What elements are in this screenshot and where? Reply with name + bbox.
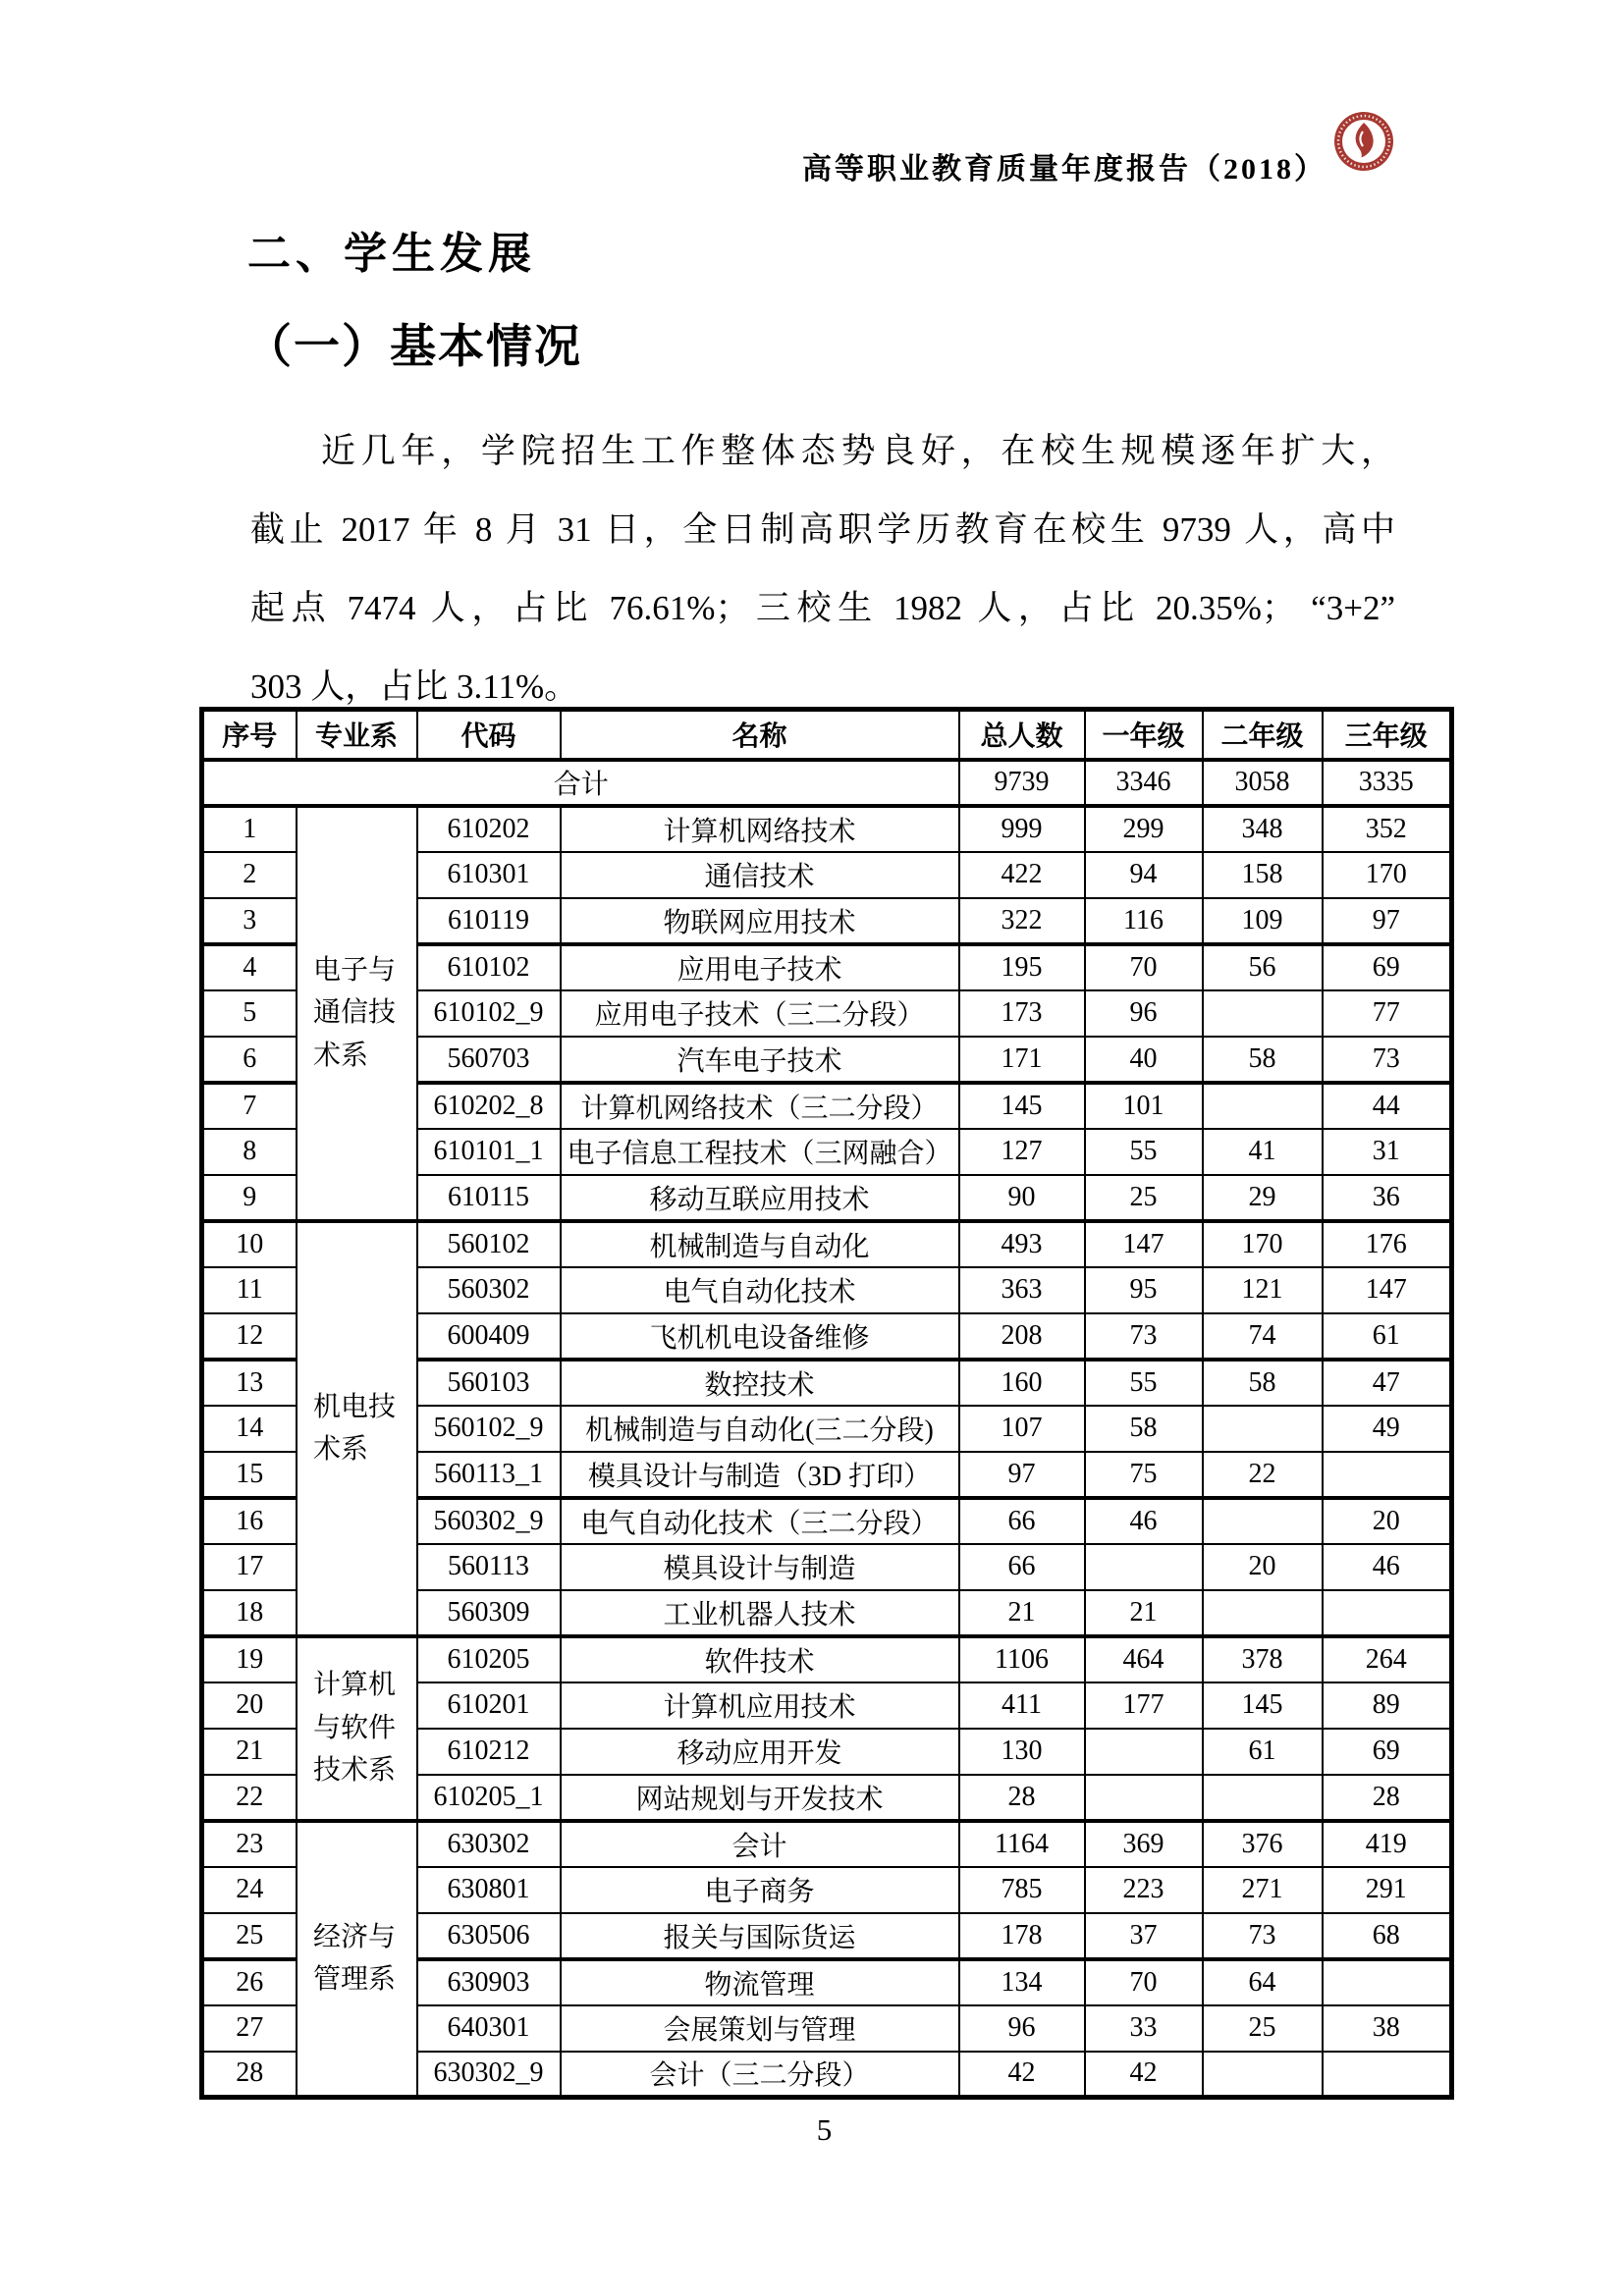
cell-total: 66	[959, 1498, 1085, 1544]
cell-name: 电气自动化技术	[561, 1267, 959, 1313]
cell-code: 630801	[417, 1867, 561, 1913]
cell-no: 22	[202, 1775, 297, 1821]
cell-name: 模具设计与制造（3D 打印）	[561, 1452, 959, 1498]
column-header-no: 序号	[202, 710, 297, 760]
cell-grade2: 170	[1203, 1221, 1323, 1267]
cell-grade1: 94	[1085, 852, 1203, 898]
cell-grade2: 74	[1203, 1313, 1323, 1360]
cell-grade2: 61	[1203, 1729, 1323, 1775]
cell-grade3: 47	[1323, 1360, 1452, 1406]
cell-code: 610101_1	[417, 1129, 561, 1175]
cell-no: 23	[202, 1821, 297, 1867]
cell-total: 1164	[959, 1821, 1085, 1867]
cell-grade1: 101	[1085, 1083, 1203, 1129]
cell-no: 3	[202, 898, 297, 944]
cell-grade2: 56	[1203, 944, 1323, 990]
department-label: 电子与通信技术系	[313, 954, 397, 1071]
cell-department	[297, 1821, 417, 2098]
section-title: 二、学生发展	[247, 230, 536, 278]
cell-grade3: 176	[1323, 1221, 1452, 1267]
cell-grade3	[1323, 1959, 1452, 2005]
cell-grade1: 58	[1085, 1406, 1203, 1452]
cell-department	[297, 1221, 417, 1636]
cell-grade2: 58	[1203, 1037, 1323, 1083]
table-row	[202, 806, 1452, 852]
cell-grade1: 46	[1085, 1498, 1203, 1544]
page-number: 5	[816, 2112, 833, 2147]
cell-no: 12	[202, 1313, 297, 1360]
cell-total: 134	[959, 1959, 1085, 2005]
cell-code: 600409	[417, 1313, 561, 1360]
cell-name: 网站规划与开发技术	[561, 1775, 959, 1821]
cell-grade1: 42	[1085, 2052, 1203, 2098]
cell-total: 127	[959, 1129, 1085, 1175]
cell-name: 电子信息工程技术（三网融合）	[561, 1129, 959, 1175]
cell-name: 通信技术	[561, 852, 959, 898]
cell-no: 9	[202, 1175, 297, 1221]
cell-grade2: 20	[1203, 1544, 1323, 1590]
cell-no: 15	[202, 1452, 297, 1498]
cell-total: 411	[959, 1682, 1085, 1729]
cell-grade3: 68	[1323, 1913, 1452, 1959]
cell-name: 应用电子技术	[561, 944, 959, 990]
cell-no: 26	[202, 1959, 297, 2005]
cell-no: 11	[202, 1267, 297, 1313]
cell-total: 90	[959, 1175, 1085, 1221]
cell-grade1: 70	[1085, 1959, 1203, 2005]
cell-no: 25	[202, 1913, 297, 1959]
cell-code: 610205_1	[417, 1775, 561, 1821]
column-header-name: 名称	[561, 710, 959, 760]
cell-department	[297, 1636, 417, 1821]
cell-name: 数控技术	[561, 1360, 959, 1406]
cell-no: 7	[202, 1083, 297, 1129]
cell-name: 计算机网络技术	[561, 806, 959, 852]
cell-name: 移动互联应用技术	[561, 1175, 959, 1221]
cell-grade3: 291	[1323, 1867, 1452, 1913]
paragraph-line: 截止 2017 年 8 月 31 日，全日制高职学历教育在校生 9739 人，高中	[250, 510, 1395, 549]
cell-total: 363	[959, 1267, 1085, 1313]
cell-no: 21	[202, 1729, 297, 1775]
cell-name: 会展策划与管理	[561, 2005, 959, 2052]
cell-total: 999	[959, 806, 1085, 852]
cell-grade2: 58	[1203, 1360, 1323, 1406]
intro-paragraph	[250, 412, 1395, 726]
cell-total: 107	[959, 1406, 1085, 1452]
cell-grade2	[1203, 1406, 1323, 1452]
cell-grade1: 37	[1085, 1913, 1203, 1959]
cell-total: 130	[959, 1729, 1085, 1775]
cell-name: 计算机应用技术	[561, 1682, 959, 1729]
cell-grade3: 69	[1323, 1729, 1452, 1775]
cell-grade2	[1203, 1498, 1323, 1544]
cell-total: 42	[959, 2052, 1085, 2098]
cell-name: 会计	[561, 1821, 959, 1867]
cell-code: 560302	[417, 1267, 561, 1313]
column-header-grade2: 二年级	[1203, 710, 1323, 760]
total-cell-grade2: 3058	[1203, 760, 1323, 806]
cell-code: 610202_8	[417, 1083, 561, 1129]
cell-grade1: 21	[1085, 1590, 1203, 1636]
cell-total: 66	[959, 1544, 1085, 1590]
cell-grade1: 177	[1085, 1682, 1203, 1729]
cell-no: 14	[202, 1406, 297, 1452]
cell-grade1: 40	[1085, 1037, 1203, 1083]
column-header-code: 代码	[417, 710, 561, 760]
cell-total: 96	[959, 2005, 1085, 2052]
cell-no: 8	[202, 1129, 297, 1175]
table-row	[202, 1636, 1452, 1682]
cell-total: 145	[959, 1083, 1085, 1129]
report-header-title: 高等职业教育质量年度报告（2018）	[802, 153, 1326, 186]
cell-grade1	[1085, 1775, 1203, 1821]
cell-grade2: 109	[1203, 898, 1323, 944]
total-cell-grade3: 3335	[1323, 760, 1452, 806]
cell-total: 97	[959, 1452, 1085, 1498]
cell-grade3: 170	[1323, 852, 1452, 898]
cell-grade1: 55	[1085, 1360, 1203, 1406]
cell-grade1: 73	[1085, 1313, 1203, 1360]
cell-grade3: 28	[1323, 1775, 1452, 1821]
table-header-row	[202, 710, 1452, 760]
school-emblem-icon	[1332, 110, 1395, 173]
total-cell-grade1: 3346	[1085, 760, 1203, 806]
enrollment-table	[199, 707, 1454, 2100]
table-row	[202, 1221, 1452, 1267]
cell-name: 软件技术	[561, 1636, 959, 1682]
cell-name: 机械制造与自动化(三二分段)	[561, 1406, 959, 1452]
cell-grade1: 116	[1085, 898, 1203, 944]
cell-grade3: 36	[1323, 1175, 1452, 1221]
cell-code: 640301	[417, 2005, 561, 2052]
cell-total: 195	[959, 944, 1085, 990]
department-label: 机电技术系	[313, 1391, 397, 1465]
cell-grade1: 70	[1085, 944, 1203, 990]
cell-grade3: 38	[1323, 2005, 1452, 2052]
cell-no: 28	[202, 2052, 297, 2098]
cell-grade1: 55	[1085, 1129, 1203, 1175]
cell-name: 报关与国际货运	[561, 1913, 959, 1959]
cell-grade2: 271	[1203, 1867, 1323, 1913]
cell-grade3: 69	[1323, 944, 1452, 990]
cell-name: 会计（三二分段）	[561, 2052, 959, 2098]
cell-total: 160	[959, 1360, 1085, 1406]
cell-name: 飞机机电设备维修	[561, 1313, 959, 1360]
enrollment-table-body	[202, 760, 1452, 2098]
cell-grade3	[1323, 2052, 1452, 2098]
cell-name: 汽车电子技术	[561, 1037, 959, 1083]
cell-code: 630506	[417, 1913, 561, 1959]
cell-no: 1	[202, 806, 297, 852]
cell-grade3	[1323, 1590, 1452, 1636]
subsection-title: （一）基本情况	[245, 320, 582, 372]
cell-grade3: 20	[1323, 1498, 1452, 1544]
cell-no: 19	[202, 1636, 297, 1682]
cell-grade2: 145	[1203, 1682, 1323, 1729]
cell-grade2: 378	[1203, 1636, 1323, 1682]
cell-grade3: 77	[1323, 990, 1452, 1037]
cell-grade2: 121	[1203, 1267, 1323, 1313]
cell-grade3: 97	[1323, 898, 1452, 944]
column-header-grade1: 一年级	[1085, 710, 1203, 760]
cell-grade2: 22	[1203, 1452, 1323, 1498]
cell-name: 移动应用开发	[561, 1729, 959, 1775]
cell-no: 5	[202, 990, 297, 1037]
cell-name: 电气自动化技术（三二分段）	[561, 1498, 959, 1544]
cell-total: 208	[959, 1313, 1085, 1360]
cell-name: 机械制造与自动化	[561, 1221, 959, 1267]
cell-no: 17	[202, 1544, 297, 1590]
cell-total: 322	[959, 898, 1085, 944]
column-header-department: 专业系	[297, 710, 417, 760]
cell-grade2: 73	[1203, 1913, 1323, 1959]
cell-total: 493	[959, 1221, 1085, 1267]
cell-code: 560102	[417, 1221, 561, 1267]
cell-no: 10	[202, 1221, 297, 1267]
cell-grade2: 376	[1203, 1821, 1323, 1867]
cell-grade3: 46	[1323, 1544, 1452, 1590]
cell-grade2	[1203, 990, 1323, 1037]
cell-grade2: 25	[1203, 2005, 1323, 2052]
cell-total: 171	[959, 1037, 1085, 1083]
cell-code: 610115	[417, 1175, 561, 1221]
cell-grade3: 61	[1323, 1313, 1452, 1360]
cell-grade2	[1203, 1083, 1323, 1129]
cell-grade3: 419	[1323, 1821, 1452, 1867]
cell-no: 13	[202, 1360, 297, 1406]
cell-grade1	[1085, 1729, 1203, 1775]
cell-total: 1106	[959, 1636, 1085, 1682]
cell-name: 工业机器人技术	[561, 1590, 959, 1636]
cell-grade3: 31	[1323, 1129, 1452, 1175]
cell-grade1: 223	[1085, 1867, 1203, 1913]
cell-code: 610212	[417, 1729, 561, 1775]
cell-grade1: 75	[1085, 1452, 1203, 1498]
cell-code: 610201	[417, 1682, 561, 1729]
total-cell-total: 9739	[959, 760, 1085, 806]
cell-grade3	[1323, 1452, 1452, 1498]
cell-grade1: 147	[1085, 1221, 1203, 1267]
cell-code: 560103	[417, 1360, 561, 1406]
department-label: 经济与管理系	[313, 1921, 397, 1996]
cell-grade1: 299	[1085, 806, 1203, 852]
cell-no: 6	[202, 1037, 297, 1083]
cell-no: 27	[202, 2005, 297, 2052]
cell-total: 422	[959, 852, 1085, 898]
cell-grade2	[1203, 1775, 1323, 1821]
cell-total: 178	[959, 1913, 1085, 1959]
cell-grade3: 73	[1323, 1037, 1452, 1083]
cell-name: 模具设计与制造	[561, 1544, 959, 1590]
cell-code: 610301	[417, 852, 561, 898]
cell-name: 应用电子技术（三二分段）	[561, 990, 959, 1037]
cell-grade3: 49	[1323, 1406, 1452, 1452]
table-row	[202, 1821, 1452, 1867]
cell-code: 630903	[417, 1959, 561, 2005]
cell-grade3: 147	[1323, 1267, 1452, 1313]
cell-total: 21	[959, 1590, 1085, 1636]
cell-code: 630302_9	[417, 2052, 561, 2098]
cell-code: 610205	[417, 1636, 561, 1682]
cell-total: 28	[959, 1775, 1085, 1821]
paragraph-line: 303 人，占比 3.11%。	[250, 667, 579, 706]
cell-code: 610119	[417, 898, 561, 944]
cell-code: 610102	[417, 944, 561, 990]
cell-code: 560309	[417, 1590, 561, 1636]
cell-grade2	[1203, 2052, 1323, 2098]
cell-grade1: 369	[1085, 1821, 1203, 1867]
cell-code: 560102_9	[417, 1406, 561, 1452]
cell-grade1: 25	[1085, 1175, 1203, 1221]
cell-grade2: 41	[1203, 1129, 1323, 1175]
cell-code: 560113	[417, 1544, 561, 1590]
cell-grade3: 264	[1323, 1636, 1452, 1682]
cell-grade3: 44	[1323, 1083, 1452, 1129]
cell-grade2	[1203, 1590, 1323, 1636]
cell-code: 560703	[417, 1037, 561, 1083]
cell-grade1: 95	[1085, 1267, 1203, 1313]
cell-grade2: 348	[1203, 806, 1323, 852]
cell-code: 610202	[417, 806, 561, 852]
cell-grade3: 89	[1323, 1682, 1452, 1729]
cell-grade1: 33	[1085, 2005, 1203, 2052]
cell-no: 18	[202, 1590, 297, 1636]
cell-no: 20	[202, 1682, 297, 1729]
cell-code: 560113_1	[417, 1452, 561, 1498]
department-label: 计算机与软件技术系	[313, 1670, 397, 1787]
cell-code: 560302_9	[417, 1498, 561, 1544]
total-label-cell: 合计	[202, 760, 959, 806]
total-row	[202, 760, 1452, 806]
paragraph-line: 近几年，学院招生工作整体态势良好，在校生规模逐年扩大，	[321, 432, 1395, 470]
cell-department	[297, 806, 417, 1221]
paragraph-line: 起点 7474 人，占比 76.61%；三校生 1982 人，占比 20.35%； “3+2”	[250, 589, 1395, 627]
cell-no: 2	[202, 852, 297, 898]
column-header-total: 总人数	[959, 710, 1085, 760]
cell-grade1: 96	[1085, 990, 1203, 1037]
cell-name: 计算机网络技术（三二分段）	[561, 1083, 959, 1129]
cell-name: 物流管理	[561, 1959, 959, 2005]
cell-name: 电子商务	[561, 1867, 959, 1913]
cell-code: 610102_9	[417, 990, 561, 1037]
cell-no: 24	[202, 1867, 297, 1913]
cell-grade2: 158	[1203, 852, 1323, 898]
column-header-grade3: 三年级	[1323, 710, 1452, 760]
cell-grade1	[1085, 1544, 1203, 1590]
cell-no: 16	[202, 1498, 297, 1544]
cell-code: 630302	[417, 1821, 561, 1867]
cell-grade1: 464	[1085, 1636, 1203, 1682]
cell-grade3: 352	[1323, 806, 1452, 852]
cell-grade2: 29	[1203, 1175, 1323, 1221]
cell-grade2: 64	[1203, 1959, 1323, 2005]
cell-name: 物联网应用技术	[561, 898, 959, 944]
cell-total: 173	[959, 990, 1085, 1037]
cell-total: 785	[959, 1867, 1085, 1913]
cell-no: 4	[202, 944, 297, 990]
